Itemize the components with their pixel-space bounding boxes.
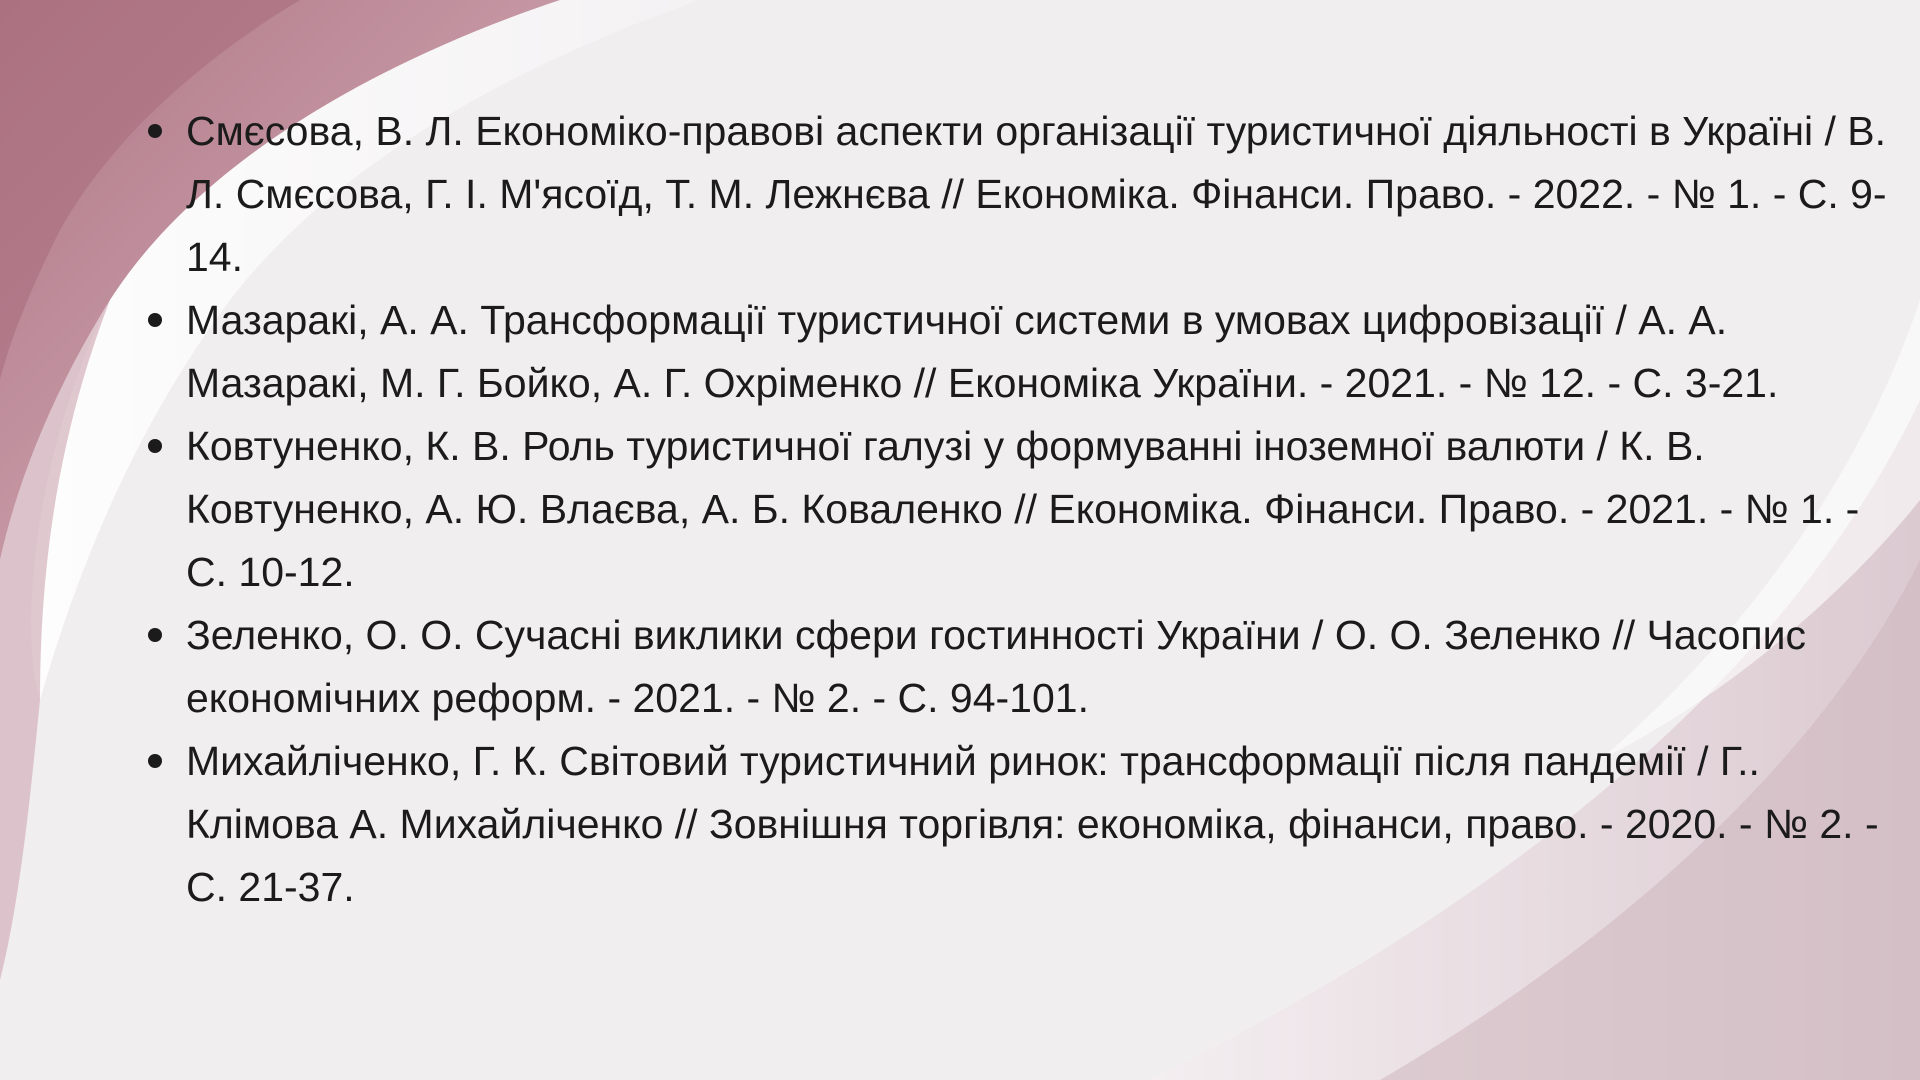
reference-text: Михайліченко, Г. К. Світовий туристичний ринок: трансформації після пандемії / Г.. Клімова А. Михайліченко // Зовнішня торгівля: економіка, фінанси, право. - 2020. - № 2. - С. 21-37. <box>186 738 1879 910</box>
list-item <box>140 415 1910 604</box>
references-list <box>140 100 1910 919</box>
reference-text: Ковтуненко, К. В. Роль туристичної галузі у формуванні іноземної валюти / К. В. Ковтуненко, А. Ю. Влаєва, А. Б. Коваленко // Економіка. Фінанси. Право. - 2021. - № 1. - С. 10-12. <box>186 423 1860 595</box>
bullet-icon <box>148 439 162 453</box>
bullet-icon <box>148 313 162 327</box>
list-item <box>140 730 1910 919</box>
reference-text: Смєсова, В. Л. Економіко-правові аспекти організації туристичної діяльності в Україні / В. Л. Смєсова, Г. І. М'ясоїд, Т. М. Лежнєва // Економіка. Фінанси. Право. - 2022. - № 1. - С. 9-14. <box>186 108 1887 280</box>
list-item <box>140 604 1910 730</box>
bullet-icon <box>148 628 162 642</box>
bullet-icon <box>148 124 162 138</box>
reference-text: Зеленко, О. О. Сучасні виклики сфери гостинності України / О. О. Зеленко // Часопис економічних реформ. - 2021. - № 2. - С. 94-101. <box>186 612 1807 721</box>
reference-text: Мазаракі, А. А. Трансформації туристичної системи в умовах цифровізації / А. А. Мазаракі, М. Г. Бойко, А. Г. Охріменко // Економіка України. - 2021. - № 12. - С. 3-21. <box>186 297 1779 406</box>
bullet-icon <box>148 754 162 768</box>
list-item <box>140 289 1910 415</box>
list-item <box>140 100 1910 289</box>
references-slide <box>140 100 1910 919</box>
